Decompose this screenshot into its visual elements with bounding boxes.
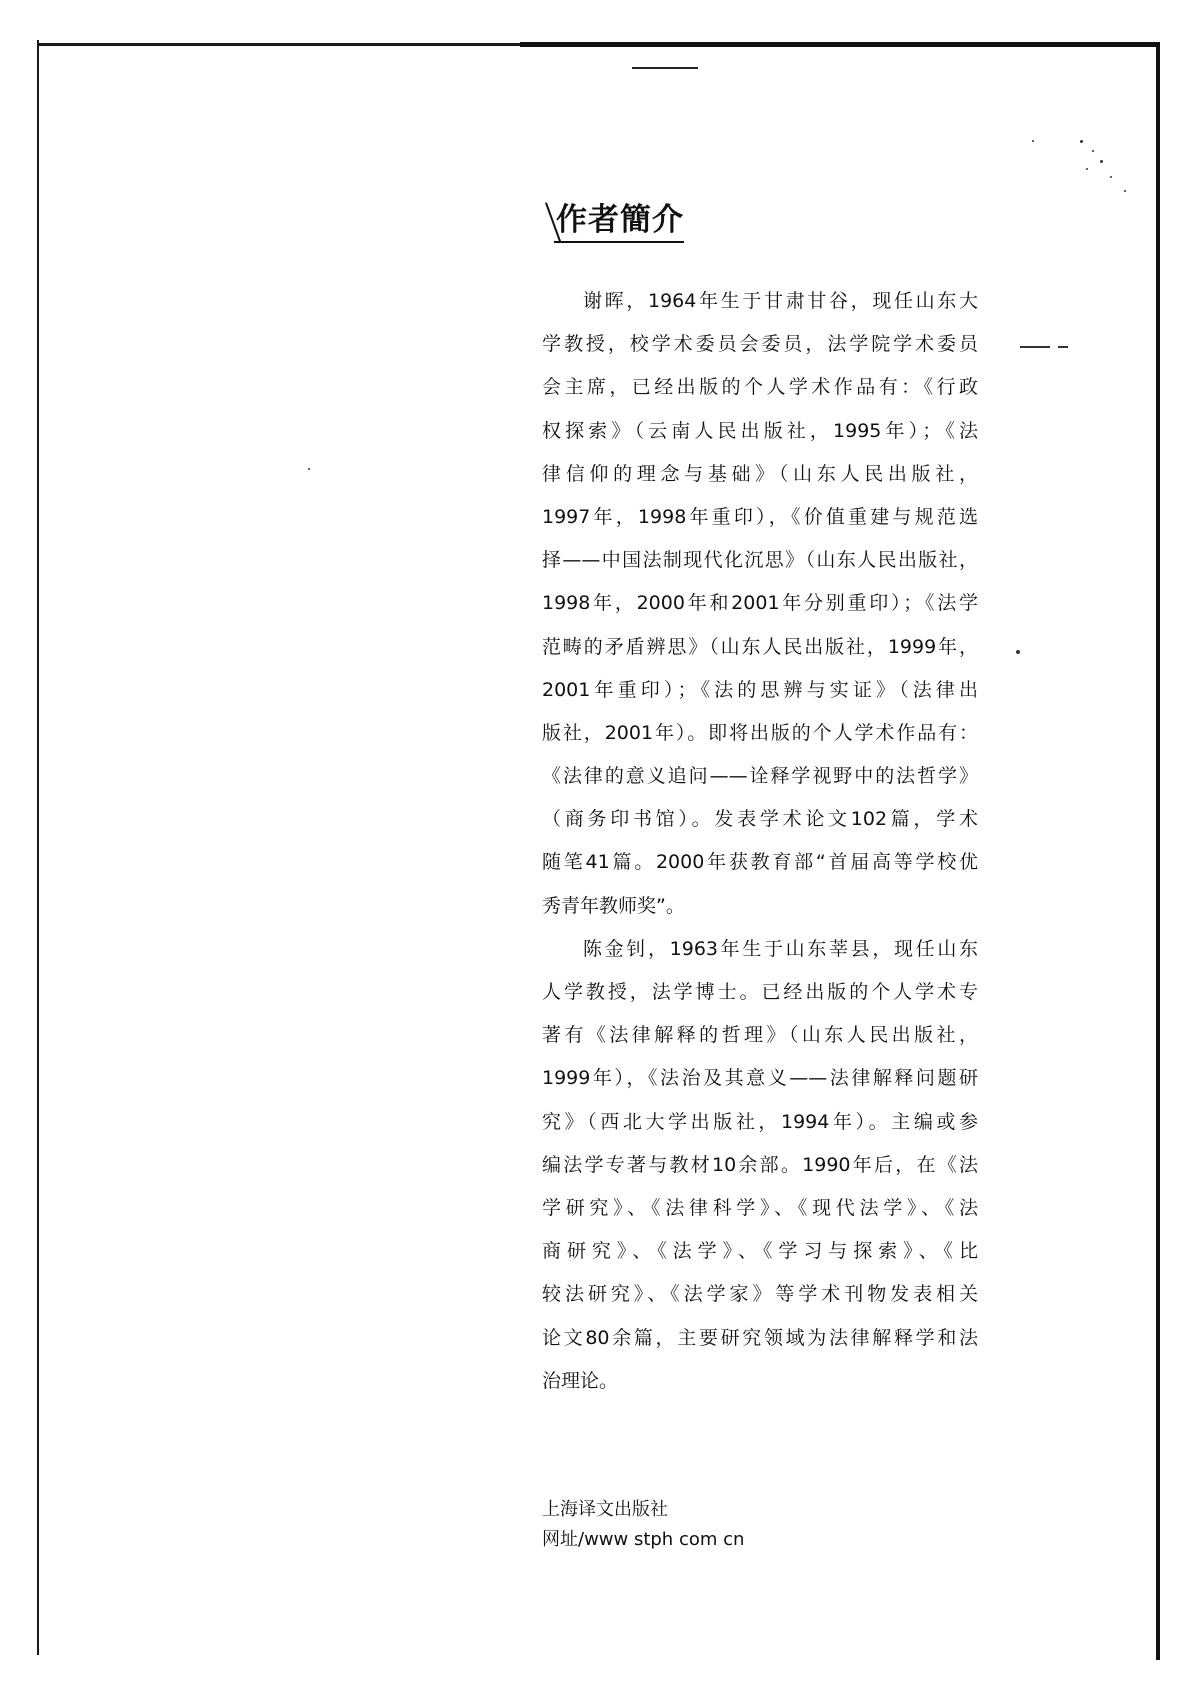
publisher-footer: [542, 1495, 744, 1555]
scan-speck: [1092, 150, 1094, 152]
scan-dash-mark: [1058, 346, 1068, 348]
bio-paragraph-xie-hui: [542, 280, 978, 928]
top-border-rule-heavy: [520, 42, 1160, 47]
text-line: 随笔41篇。2000年获教育部“首届高等学校优: [542, 851, 978, 874]
text-line: 学教授，校学术委员会委员，法学院学术委员: [542, 333, 978, 356]
scan-speck: [308, 468, 310, 470]
scan-dash-mark: [1020, 346, 1050, 348]
text-line: 《法律的意义追问——诠释学视野中的法哲学》: [542, 765, 978, 788]
text-line: 谢晖，1964年生于甘肃甘谷，现任山东大: [583, 290, 978, 312]
text-line: 范畴的矛盾辨思》（山东人民出版社，1999年，: [542, 635, 978, 658]
scan-speck: [1080, 140, 1083, 143]
text-line: 1999年），《法治及其意义——法律解释问题研: [542, 1067, 978, 1090]
text-line: 秀青年教师奖”。: [542, 894, 685, 917]
text-line: 会主席，已经出版的个人学术作品有：《行政: [542, 376, 978, 399]
text-line: 编法学专著与教材10余部。1990年后，在《法: [542, 1153, 978, 1176]
publisher-website: 网址/www stph com cn: [542, 1529, 745, 1550]
text-line: 版社，2001年）。即将出版的个人学术作品有：: [542, 721, 978, 744]
text-line: 论文80余篇，主要研究领域为法律解释学和法: [542, 1326, 978, 1349]
text-line: 究》（西北大学出版社，1994年）。主编或参: [542, 1110, 978, 1133]
scan-speck: [1086, 168, 1088, 170]
text-line: 律信仰的理念与基础》（山东人民出版社，: [542, 462, 978, 485]
scan-speck: [1032, 140, 1034, 142]
text-line: 2001年重印）；《法的思辨与实证》（法律出: [542, 678, 978, 701]
scan-speck: [1110, 176, 1112, 178]
text-line: 较法研究》、《法学家》等学术刊物发表相关: [542, 1283, 978, 1306]
title-underline: [554, 241, 684, 243]
scan-speck: [1124, 190, 1126, 192]
text-line: 治理论。: [542, 1369, 619, 1392]
text-line: 商研究》、《法学》、《学习与探索》、《比: [542, 1240, 978, 1263]
text-line: 1998年，2000年和2001年分别重印）；《法学: [542, 592, 978, 615]
text-line: 学研究》、《法律科学》、《现代法学》、《法: [542, 1196, 978, 1219]
text-line: 陈金钊，1963年生于山东莘县，现任山东: [583, 937, 978, 960]
author-bios: [542, 280, 978, 1403]
text-line: 择——中国法制现代化沉思》（山东人民出版社，: [542, 549, 978, 572]
text-line: （商务印书馆）。发表学术论文102篇，学术: [542, 808, 978, 831]
header-short-rule: [632, 67, 698, 69]
text-line: 权探索》（云南人民出版社，1995年）；《法: [542, 419, 978, 442]
scan-speck: [1016, 650, 1020, 654]
page-title: 作者簡介: [556, 202, 684, 238]
text-line: 1997年，1998年重印），《价值重建与规范选: [542, 505, 978, 528]
bio-paragraph-chen-jinzhao: [542, 928, 978, 1403]
scan-speck: [1100, 160, 1103, 163]
right-border-rule: [1156, 43, 1160, 1660]
publisher-name: 上海译文出版社: [542, 1499, 668, 1520]
text-line: 人学教授，法学博士。已经出版的个人学术专: [542, 981, 978, 1003]
text-line: 著有《法律解释的哲理》（山东人民出版社，: [542, 1024, 978, 1047]
left-border-rule: [37, 40, 39, 1655]
